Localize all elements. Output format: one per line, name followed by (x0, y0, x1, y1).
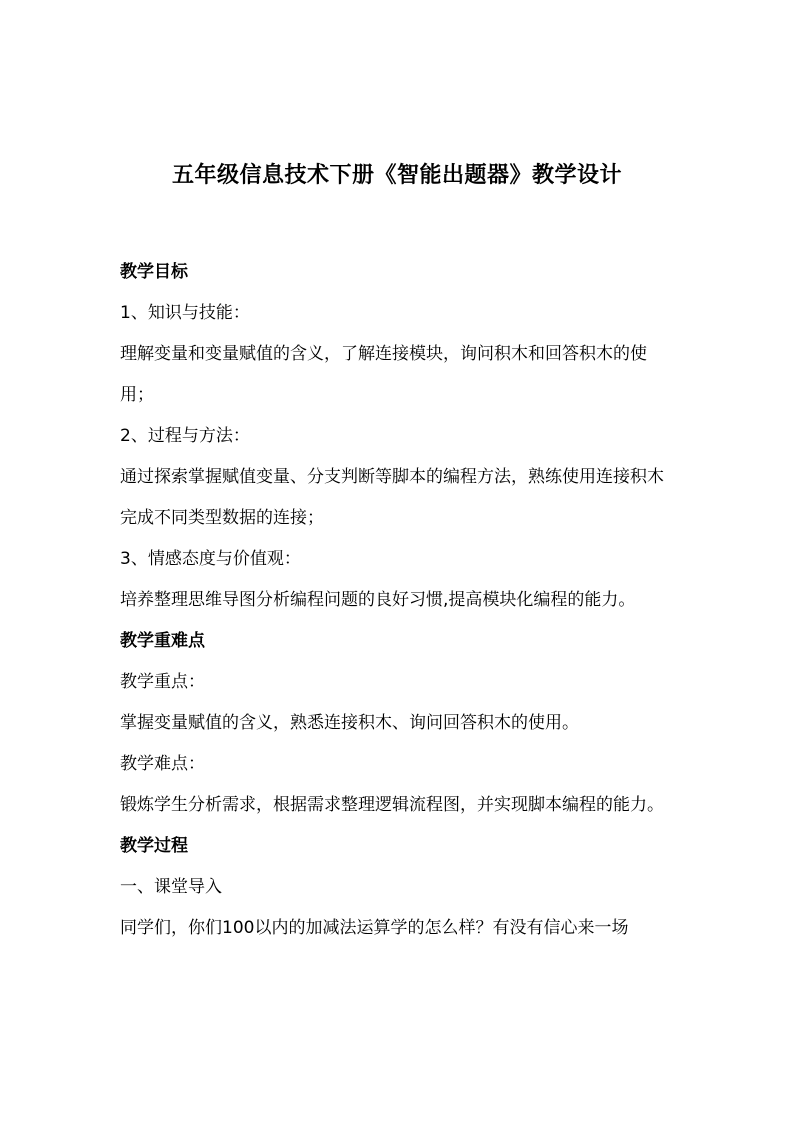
document-body (120, 252, 680, 949)
key-point-text: 掌握变量赋值的含义，熟悉连接积木、询问回答积木的使用。 (120, 713, 579, 733)
goal2-text: 通过探索掌握赋值变量、分支判断等脚本的编程方法，熟练使用连接积木完成不同类型数据的连接； (120, 467, 664, 528)
goal1-text: 理解变量和变量赋值的含义，了解连接模块，询问积木和回答积木的使用； (120, 344, 647, 405)
goal1-label: 1、知识与技能： (120, 303, 250, 323)
section-heading-goals: 教学目标 (120, 262, 188, 282)
document-title: 五年级信息技术下册《智能出题器》教学设计 (171, 163, 622, 188)
goal3-text: 培养整理思维导图分析编程问题的良好习惯,提高模块化编程的能力。 (120, 590, 636, 610)
intro-text: 同学们，你们100以内的加减法运算学的怎么样？有没有信心来一场 (120, 918, 629, 938)
section-heading-process: 教学过程 (120, 836, 188, 856)
goal2-label: 2、过程与方法： (120, 426, 250, 446)
intro-label: 一、课堂导入 (120, 877, 222, 897)
goal3-label: 3、情感态度与价值观： (120, 549, 301, 569)
key-point-label: 教学重点： (120, 672, 205, 692)
section-heading-key-points: 教学重难点 (120, 631, 205, 651)
difficulty-text: 锻炼学生分析需求，根据需求整理逻辑流程图，并实现脚本编程的能力。 (120, 795, 664, 815)
difficulty-label: 教学难点： (120, 754, 205, 774)
